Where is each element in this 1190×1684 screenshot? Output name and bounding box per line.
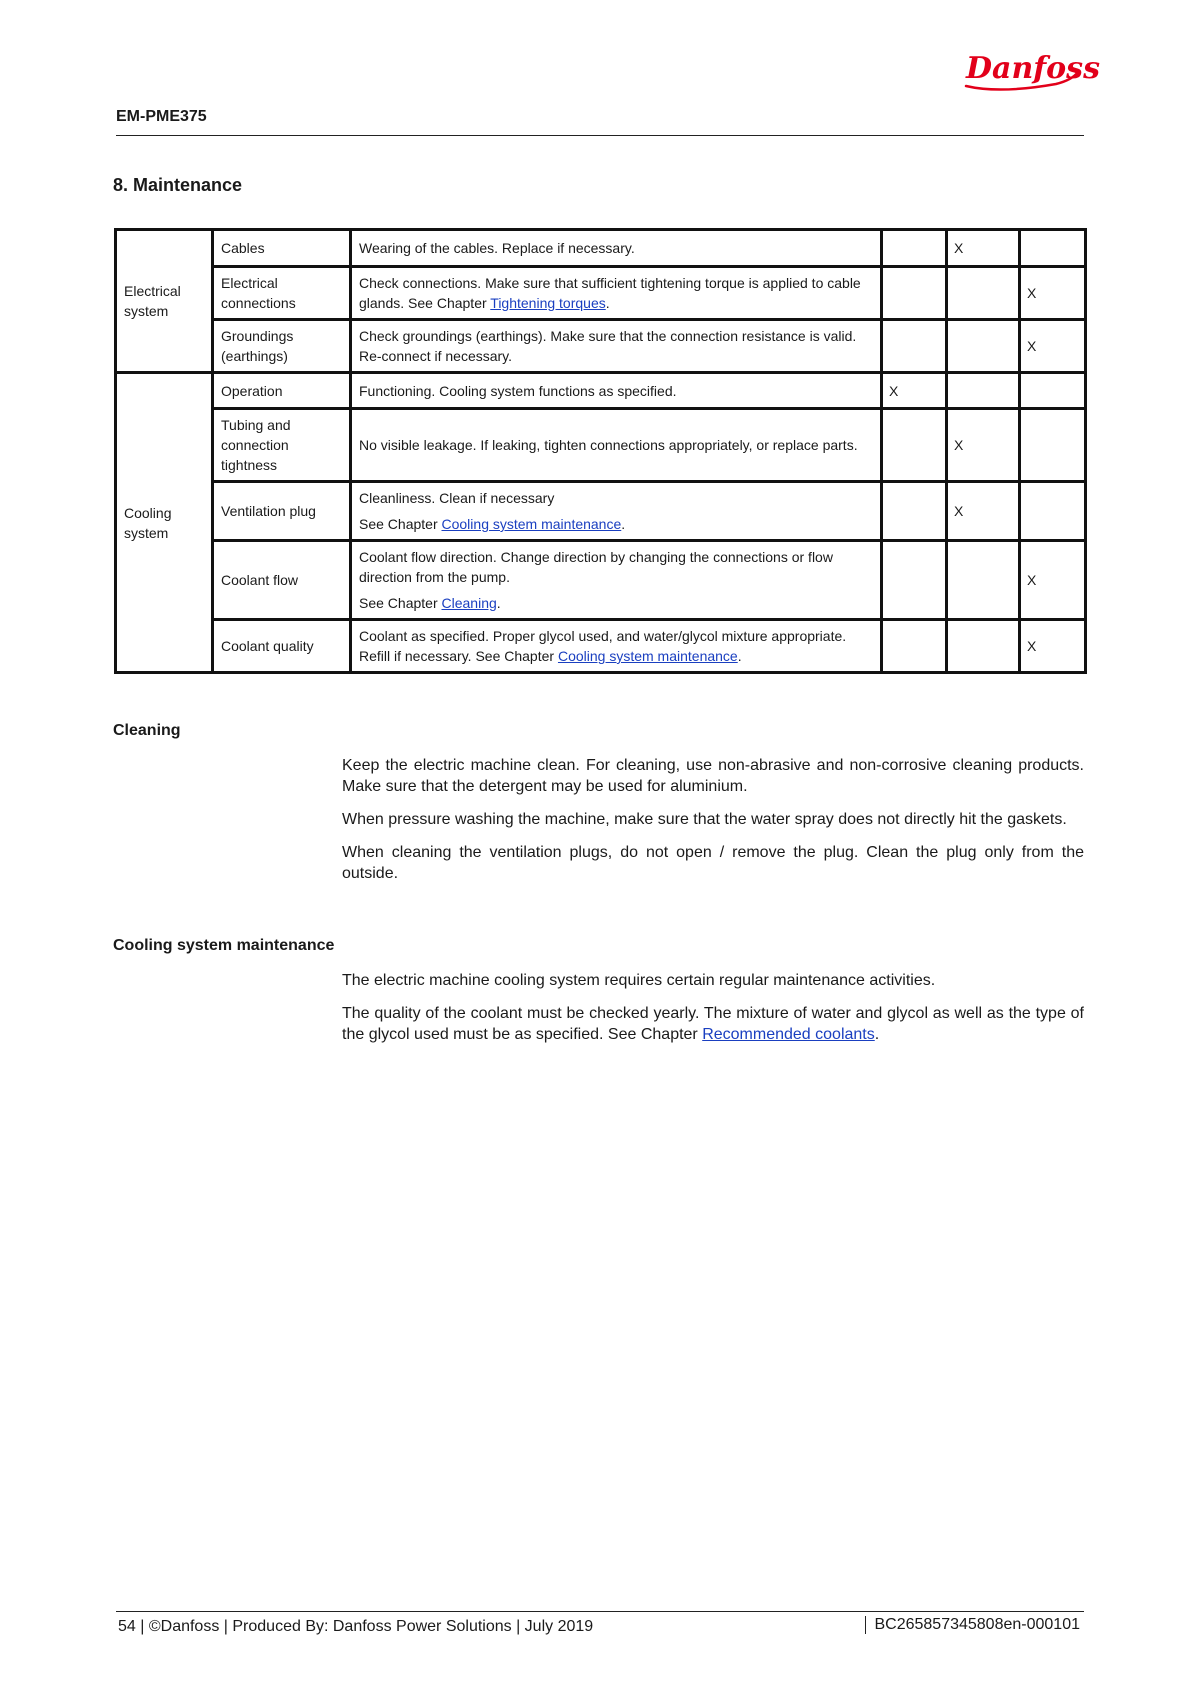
interval-mark-cell: X [947, 482, 1020, 541]
footer-document-code: BC265857345808en-000101 [865, 1616, 1080, 1634]
table-row [116, 541, 1086, 620]
description-text: Coolant as specified. Proper glycol used, and water/glycol mixture appropriate. Refill if necessary. See Chapter [359, 628, 847, 664]
description-text: Cleanliness. Clean if necessary [359, 490, 555, 506]
cooling-paragraph-end: . [874, 1026, 880, 1043]
interval-mark-cell [947, 541, 1020, 620]
table-row [116, 320, 1086, 373]
description-line: Coolant as specified. Proper glycol used, and water/glycol mixture appropriate. Refill if necessary. See Chapter Cooling system maintenance. [359, 628, 847, 664]
cleaning-heading: Cleaning [113, 722, 181, 739]
description-cell [351, 373, 882, 409]
group-cell: Electrical system [116, 230, 213, 373]
description-text: Check groundings (earthings). Make sure that the connection resistance is valid. Re-connect if necessary. [359, 328, 857, 364]
interval-mark-cell [1020, 482, 1086, 541]
description-cell [351, 482, 882, 541]
footer-divider [116, 1611, 1084, 1612]
description-text: Coolant flow direction. Change direction by changing the connections or flow direction from the pump. [359, 549, 833, 585]
cleaning-paragraph: When cleaning the ventilation plugs, do not open / remove the plug. Clean the plug only from the outside. [342, 844, 1084, 882]
description-line [359, 547, 873, 587]
description-text: No visible leakage. If leaking, tighten connections appropriately, or replace parts. [359, 437, 858, 453]
interval-mark-cell [882, 541, 947, 620]
svg-text:Danfoss: Danfoss [966, 51, 1100, 86]
interval-mark-cell [1020, 230, 1086, 267]
chapter-link[interactable]: Tightening torques [490, 295, 606, 311]
maintenance-table-body [116, 230, 1086, 673]
table-row [116, 482, 1086, 541]
danfoss-logo-mark [960, 46, 1100, 96]
section-title: 8. Maintenance [113, 175, 243, 195]
item-cell: Ventilation plug [213, 482, 351, 541]
description-line: See Chapter Cooling system maintenance. [359, 516, 626, 532]
description-line: Check connections. Make sure that sufficient tightening torque is applied to cable glands. See Chapter Tightening torques. [359, 275, 861, 311]
interval-mark-cell: X [1020, 541, 1086, 620]
cooling-maintenance-text [342, 970, 1084, 1057]
description-line [359, 435, 873, 455]
description-text: Wearing of the cables. Replace if necessary. [359, 240, 635, 256]
description-cell [351, 409, 882, 482]
item-cell: Cables [213, 230, 351, 267]
interval-mark-cell: X [1020, 620, 1086, 673]
description-cell [351, 541, 882, 620]
interval-mark-cell [947, 320, 1020, 373]
description-cell [351, 620, 882, 673]
interval-mark-cell [882, 230, 947, 267]
description-text: Functioning. Cooling system functions as specified. [359, 382, 677, 399]
description-line [359, 238, 873, 258]
footer-left: 54 | ©Danfoss | Produced By: Danfoss Power Solutions | July 2019 [118, 1618, 594, 1635]
description-text: See Chapter [359, 595, 442, 611]
chapter-link[interactable]: Cleaning [441, 595, 497, 611]
header-divider [116, 135, 1084, 136]
recommended-coolants-link[interactable]: Recommended coolants [702, 1026, 875, 1043]
table-row [116, 409, 1086, 482]
table-row [116, 620, 1086, 673]
chapter-link[interactable]: Cooling system maintenance [557, 648, 738, 664]
interval-mark-cell: X [947, 409, 1020, 482]
item-cell: Coolant flow [213, 541, 351, 620]
danfoss-logo [960, 46, 1100, 96]
table-row [116, 267, 1086, 320]
cooling-paragraph: The electric machine cooling system requires certain regular maintenance activities. [342, 972, 936, 989]
description-cell [351, 320, 882, 373]
item-cell: Groundings (earthings) [213, 320, 351, 373]
table-row [116, 373, 1086, 409]
item-cell: Electrical connections [213, 267, 351, 320]
interval-mark-cell: X [882, 373, 947, 409]
interval-mark-cell: X [1020, 320, 1086, 373]
cleaning-text [342, 755, 1084, 896]
item-cell: Coolant quality [213, 620, 351, 673]
interval-mark-cell [1020, 373, 1086, 409]
description-line [359, 326, 873, 366]
description-cell [351, 267, 882, 320]
interval-mark-cell: X [1020, 267, 1086, 320]
description-line: See Chapter Cleaning. [359, 595, 501, 611]
description-line [359, 381, 873, 401]
item-cell: Operation [213, 373, 351, 409]
interval-mark-cell [947, 373, 1020, 409]
cooling-paragraph-text: The quality of the coolant must be checked yearly. The mixture of water and glycol as well as the type of the glycol used must be as specified. See Chapter [342, 1005, 1084, 1043]
cooling-maintenance-heading: Cooling system maintenance [113, 937, 335, 954]
description-cell [351, 230, 882, 267]
interval-mark-cell [1020, 409, 1086, 482]
description-text: Check connections. Make sure that sufficient tightening torque is applied to cable glands. See Chapter [359, 275, 861, 311]
interval-mark-cell [882, 409, 947, 482]
table-row [116, 230, 1086, 267]
maintenance-table [114, 228, 1087, 674]
cleaning-paragraph: When pressure washing the machine, make sure that the water spray does not directly hit the gaskets. [342, 811, 1067, 828]
document-id: EM-PME375 [116, 108, 207, 125]
cooling-paragraph [342, 1003, 1084, 1045]
interval-mark-cell [947, 267, 1020, 320]
item-cell: Tubing and connection tightness [213, 409, 351, 482]
interval-mark-cell [947, 620, 1020, 673]
interval-mark-cell: X [947, 230, 1020, 267]
description-text: See Chapter [359, 516, 442, 532]
interval-mark-cell [882, 320, 947, 373]
group-cell: Cooling system [116, 373, 213, 673]
description-line [359, 488, 873, 508]
interval-mark-cell [882, 482, 947, 541]
chapter-link[interactable]: Cooling system maintenance [441, 516, 622, 532]
cleaning-paragraph: Keep the electric machine clean. For cleaning, use non-abrasive and non-corrosive cleaning products. Make sure that the detergent may be used for aluminium. [342, 757, 1084, 795]
interval-mark-cell [882, 267, 947, 320]
interval-mark-cell [882, 620, 947, 673]
